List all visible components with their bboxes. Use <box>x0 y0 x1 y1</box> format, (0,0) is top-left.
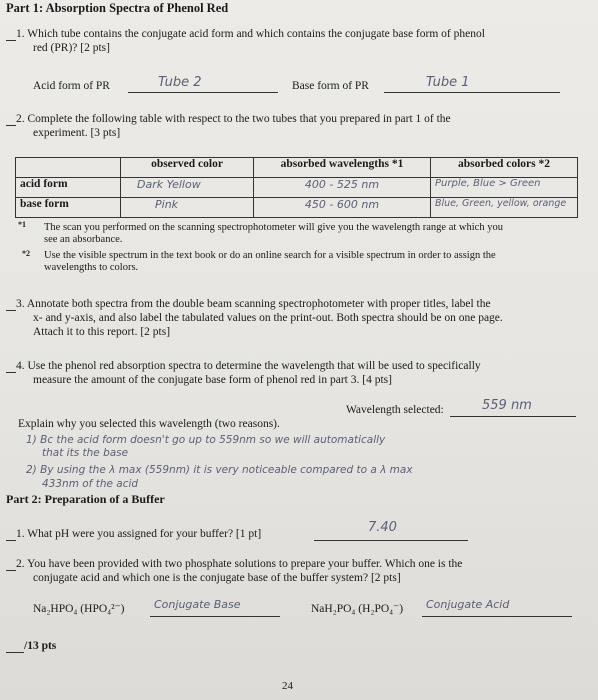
table-row <box>16 198 578 218</box>
footnote2-line2: wavelengths to colors. <box>44 262 139 273</box>
total-points: /13 pts <box>24 640 57 652</box>
acid-form-answer: Tube 2 <box>158 75 202 90</box>
q1-text-line2: red (PR)? [2 pts] <box>33 42 110 54</box>
acid-absorbed-colors: Purple, Blue > Green <box>431 178 578 198</box>
row-label-acid: acid form <box>16 178 121 198</box>
absorption-table <box>15 157 578 218</box>
base-observed-color: Pink <box>121 198 254 218</box>
footnote2-mark: *2 <box>22 249 30 258</box>
q4-text-line1: 4. Use the phenol red absorption spectra to determine the wavelength that will be used to specifically <box>16 360 481 372</box>
q2-score-blank <box>6 125 16 126</box>
acid-absorbed-wavelengths: 400 - 525 nm <box>254 178 431 198</box>
solution1-blank <box>150 616 280 617</box>
q3-text-line2: x- and y-axis, and also label the tabulated values on the print-out. Both spectra should be on one page. <box>33 312 503 324</box>
q2-text-line1: 2. Complete the following table with respect to the two tubes that you prepared in part 1 of the <box>16 113 451 125</box>
row-label-base: base form <box>16 198 121 218</box>
base-form-blank <box>384 92 560 93</box>
acid-observed-color: Dark Yellow <box>121 178 254 198</box>
base-absorbed-colors: Blue, Green, yellow, orange <box>431 198 578 218</box>
q4-score-blank <box>6 372 16 373</box>
solution1-answer: Conjugate Base <box>154 598 241 611</box>
explain-reason2-line2: 433nm of the acid <box>42 478 139 490</box>
page-number: 24 <box>282 680 293 692</box>
wavelength-selected-label: Wavelength selected: <box>346 404 444 416</box>
q4-text-line2: measure the amount of the conjugate base form of phenol red in part 3. [4 pts] <box>33 374 392 386</box>
solution2-blank <box>422 616 572 617</box>
table-header-absorbed-colors: absorbed colors *2 <box>431 158 578 178</box>
footnote1-line2: see an absorbance. <box>44 234 123 245</box>
ph-answer-blank <box>314 540 468 541</box>
table-header-empty <box>16 158 121 178</box>
table-header-observed-color: observed color <box>121 158 254 178</box>
table-row <box>16 178 578 198</box>
explain-reason1-line1: 1) Bc the acid form doesn't go up to 559nm so we will automatically <box>26 434 386 446</box>
wavelength-selected-blank <box>450 416 576 417</box>
p2-q2-text-line1: 2. You have been provided with two phosphate solutions to prepare your buffer. Which one is the <box>16 558 463 570</box>
q1-text-line1: 1. Which tube contains the conjugate acid form and which contains the conjugate base form of phenol <box>16 28 485 40</box>
part2-title: Part 2: Preparation of a Buffer <box>6 492 165 506</box>
explain-reason2-line1: 2) By using the λ max (559nm) it is very noticeable compared to a λ max <box>26 464 413 476</box>
part1-title: Part 1: Absorption Spectra of Phenol Red <box>6 1 229 15</box>
explain-reason1-line2: that its the base <box>42 447 129 459</box>
q3-text-line1: 3. Annotate both spectra from the double beam scanning spectrophotometer with proper titles, label the <box>16 298 491 310</box>
explain-label: Explain why you selected this wavelength (two reasons). <box>18 418 280 430</box>
footnote1-mark: *1 <box>18 220 26 229</box>
base-form-answer: Tube 1 <box>426 75 470 90</box>
wavelength-selected-answer: 559 nm <box>482 398 532 413</box>
solution1-label: Na₂HPO₄ (HPO₄²⁻) <box>33 603 125 615</box>
p2-q1-score-blank <box>6 540 16 541</box>
q3-score-blank <box>6 310 16 311</box>
footnote2-line1: Use the visible spectrum in the text book or do an online search for a visible spectrum in order to assign the <box>44 250 496 261</box>
p2-q2-text-line2: conjugate acid and which one is the conjugate base of the buffer system? [2 pts] <box>33 572 401 584</box>
q1-score-blank <box>6 40 16 41</box>
q2-text-line2: experiment. [3 pts] <box>33 127 121 139</box>
acid-form-label: Acid form of PR <box>33 80 110 92</box>
solution2-label: NaH₂PO₄ (H₂PO₄⁻) <box>311 603 404 615</box>
ph-answer: 7.40 <box>368 520 397 535</box>
p2-q1-text: 1. What pH were you assigned for your buffer? [1 pt] <box>16 528 262 540</box>
q3-text-line3: Attach it to this report. [2 pts] <box>33 326 171 338</box>
table-header-row <box>16 158 578 178</box>
base-absorbed-wavelengths: 450 - 600 nm <box>254 198 431 218</box>
total-score-blank <box>6 652 24 653</box>
footnote1-line1: The scan you performed on the scanning spectrophotometer will give you the wavelength range at which you <box>44 222 503 233</box>
p2-q2-score-blank <box>6 570 16 571</box>
acid-form-blank <box>128 92 278 93</box>
base-form-label: Base form of PR <box>292 80 369 92</box>
solution2-answer: Conjugate Acid <box>426 598 510 611</box>
table-header-absorbed-wavelengths: absorbed wavelengths *1 <box>254 158 431 178</box>
